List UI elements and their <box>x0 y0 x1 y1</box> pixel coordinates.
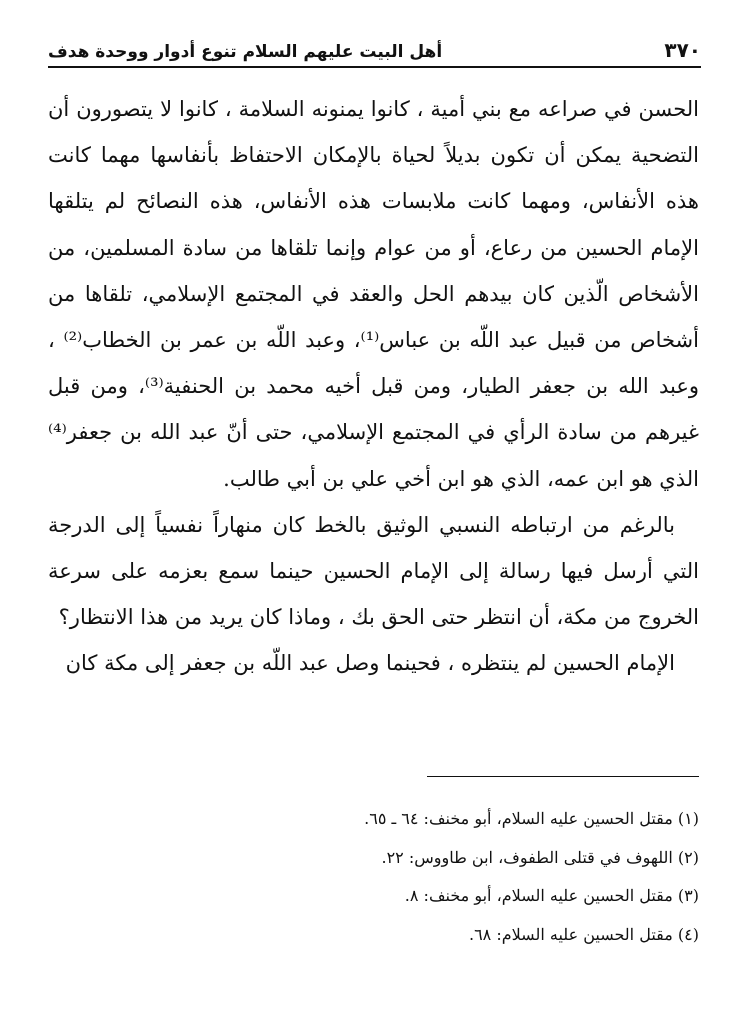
body-paragraph: الحسن في صراعه مع بني أمية ، كانوا يمنونه السلامة ، كانوا لا يتصورون أن التضحية يمكن أن تكون بديلاً لحياة بالإمكان الاحتفاظ بأنفاسها مهما كانت هذه الأنفاس، ومهما كانت ملابسات هذه الأنفاس، هذه النصائح لم يتلقها الإمام الحسين من رعاع، أو من عوام وإنما تلقاها من سادة المسلمين، من الأشخاص الّذين كان بيدهم الحل والعقد في المجتمع الإسلامي، تلقاها من أشخاص من قبيل عبد اللّه بن عباس⁽¹⁾، وعبد اللّه بن عمر بن الخطاب⁽²⁾ ، وعبد الله بن جعفر الطيار، ومن قبل أخيه محمد بن الحنفية⁽³⁾، ومن قبل غيرهم من سادة الرأي في المجتمع الإسلامي، حتى أنّ عبد الله بن جعفر⁽⁴⁾ الذي هو ابن عمه، الذي هو ابن أخي علي بن أبي طالب. <box>48 97 699 491</box>
footnote-rule <box>427 776 699 777</box>
running-head: أهل البيت عليهم السلام تنوع أدوار ووحدة هدف <box>48 42 443 62</box>
footnote: (١) مقتل الحسين عليه السلام، أبو مخنف: ٦٤ ـ ٦٥. <box>364 809 699 828</box>
body-paragraph: الإمام الحسين لم ينتظره ، فحينما وصل عبد اللّه بن جعفر إلى مكة كان <box>65 651 675 676</box>
footnote: (٢) اللهوف في قتلى الطفوف، ابن طاووس: ٢٢. <box>381 847 699 867</box>
body-paragraph: بالرغم من ارتباطه النسبي الوثيق بالخط كان منهاراً نفسياً إلى الدرجة التي أرسل فيها رسالة إلى الإمام الحسين حينما سمع بعزمه على سرعة الخروج من مكة، أن انتظر حتى الحق بك ، وماذا كان يريد من هذا الانتظار؟ <box>48 512 699 630</box>
footnotes <box>48 800 699 954</box>
main-text <box>48 86 699 687</box>
page-header <box>48 34 701 62</box>
footnote: (٤) مقتل الحسين عليه السلام: ٦٨. <box>468 924 699 944</box>
header-rule <box>48 66 701 68</box>
footnote: (٣) مقتل الحسين عليه السلام، أبو مخنف: ٨. <box>404 886 699 905</box>
page-number: ٣٧٠ <box>664 38 701 62</box>
